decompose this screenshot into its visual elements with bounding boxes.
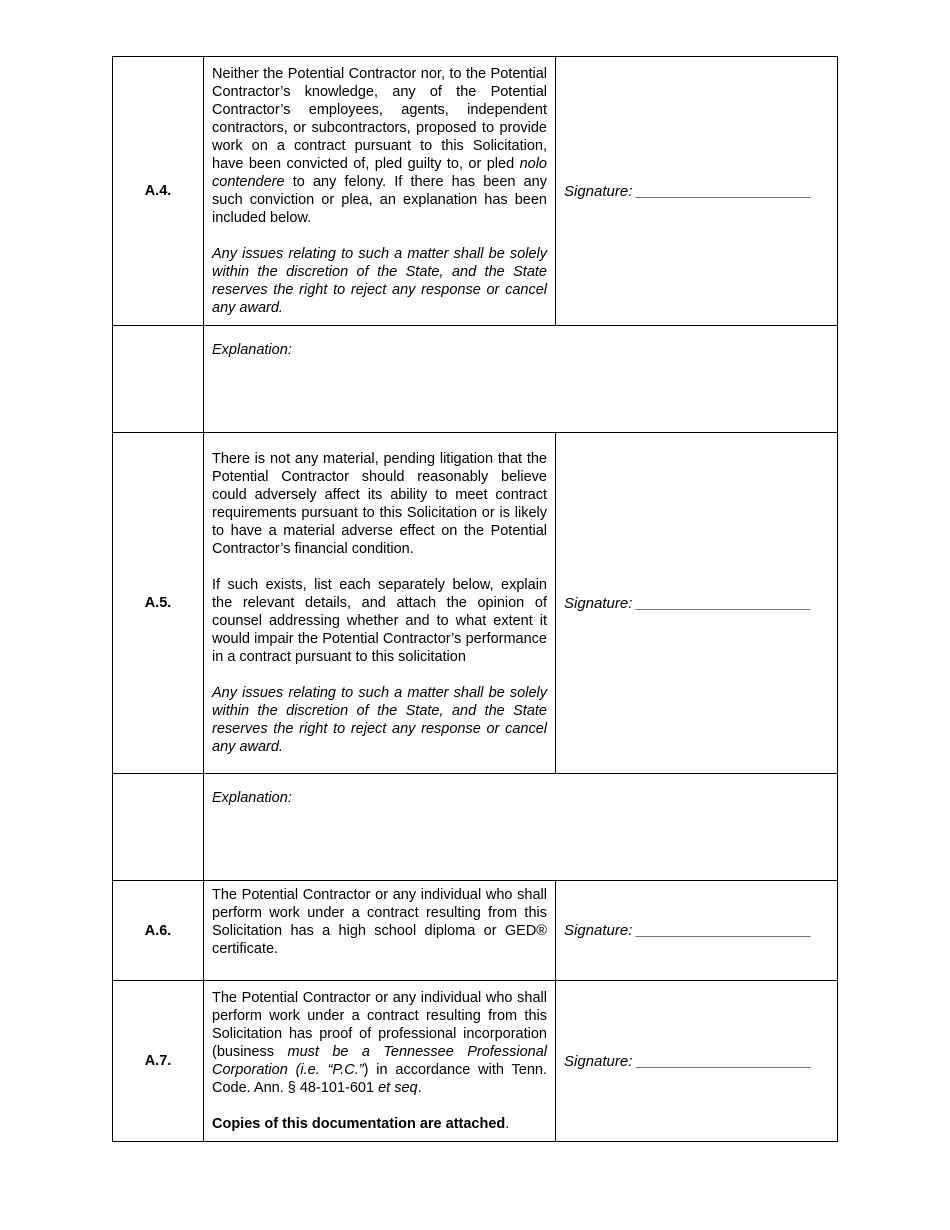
signature-field[interactable]: Signature: _____________________ — [556, 57, 838, 326]
blank-cell — [113, 774, 204, 881]
signature-field[interactable]: Signature: _____________________ — [556, 981, 838, 1142]
requirement-text — [204, 881, 556, 981]
attestation-table — [112, 56, 838, 1142]
signature-field[interactable]: Signature: _____________________ — [556, 433, 838, 774]
requirement-paragraph: Neither the Potential Contractor nor, to the Potential Contractor’s knowledge, any of the Potential Contractor’s employees, agents, independent contractors, or subcontractors, proposed to provide work on a contract pursuant to this Solicitation, have been convicted of, pled guilty to, or pled nolo contendere to any felony. If there has been any such conviction or plea, an explanation has been included below. — [212, 66, 547, 226]
row-a6 — [113, 881, 838, 981]
row-a7 — [113, 981, 838, 1142]
explanation-field[interactable]: Explanation: — [204, 326, 838, 433]
item-number: A.5. — [113, 433, 204, 774]
disclaimer-paragraph: Any issues relating to such a matter shall be solely within the discretion of the State, and the State reserves the right to reject any response or cancel any award. — [212, 685, 547, 755]
attachment-note: Copies of this documentation are attached. — [212, 1116, 510, 1132]
disclaimer-paragraph: Any issues relating to such a matter shall be solely within the discretion of the State, and the State reserves the right to reject any response or cancel any award. — [212, 246, 547, 316]
blank-cell — [113, 326, 204, 433]
requirement-paragraph: The Potential Contractor or any individual who shall perform work under a contract resulting from this Solicitation has proof of professional incorporation (business must be a Tennessee Professional Corporation (i.e. “P.C.”) in accordance with Tenn. Code. Ann. § 48-101-601 et seq. — [212, 990, 547, 1096]
row-a4 — [113, 57, 838, 326]
signature-field[interactable]: Signature: _____________________ — [556, 881, 838, 981]
item-number: A.7. — [113, 981, 204, 1142]
row-a5 — [113, 433, 838, 774]
instruction-paragraph: If such exists, list each separately below, explain the relevant details, and attach the opinion of counsel addressing whether and to what extent it would impair the Potential Contractor’s performance in a contract pursuant to this solicitation — [212, 577, 547, 665]
row-a5-explanation — [113, 774, 838, 881]
requirement-paragraph: The Potential Contractor or any individual who shall perform work under a contract resulting from this Solicitation has a high school diploma or GED® certificate. — [212, 887, 547, 957]
requirement-paragraph: There is not any material, pending litigation that the Potential Contractor should reasonably believe could adversely affect its ability to meet contract requirements pursuant to this Solicitation or is likely to have a material adverse effect on the Potential Contractor’s financial condition. — [212, 451, 547, 557]
item-number: A.4. — [113, 57, 204, 326]
item-number: A.6. — [113, 881, 204, 981]
explanation-field[interactable]: Explanation: — [204, 774, 838, 881]
row-a4-explanation — [113, 326, 838, 433]
requirement-text — [204, 433, 556, 774]
requirement-text — [204, 981, 556, 1142]
requirement-text — [204, 57, 556, 326]
